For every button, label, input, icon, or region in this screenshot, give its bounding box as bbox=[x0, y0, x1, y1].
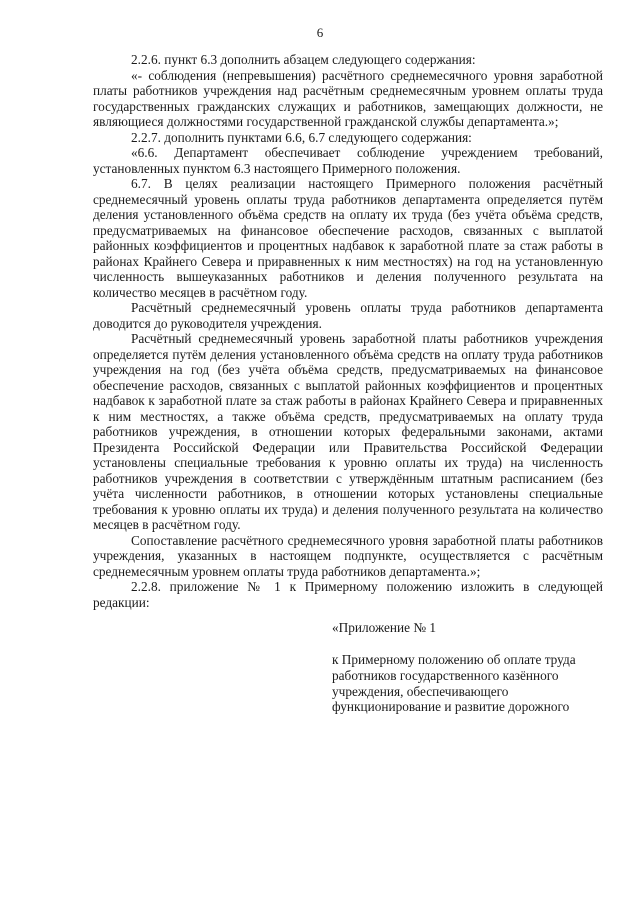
paragraph-6-6: «6.6. Департамент обеспечивает соблюдение учреждением требований, установленных пунктом 6.3 настоящего Примерного положения. bbox=[93, 145, 603, 176]
document-body bbox=[93, 52, 603, 610]
paragraph-institution-level: Расчётный среднемесячный уровень заработной платы работников учреждения определяется путём деления установленного объёма средств на оплату труда работников учреждения на год (без учёта объёма средств, предусматриваемых на финансовое обеспечение расходов, связанных с выплатой районных коэффициентов и процентных надбавок к заработной плате за стаж работы в районах Крайнего Севера и приравненных к ним местностях, а также объёма средств, предусматриваемых на оплату труда работников учреждения, в отношении которых федеральными законами, актами Президента Российской Федерации или Правительства Российской Федерации установлены специальные требования к уровню оплаты их труда) на численность работников учреждения в соответствии с утверждённым штатным расписанием (без учёта численности работников, в отношении которых установлены специальные требования к уровню оплаты их труда) и деления полученного результата на количество месяцев в расчётном году. bbox=[93, 331, 603, 532]
paragraph-department-level: Расчётный среднемесячный уровень оплаты труда работников департамента доводится до руководителя учреждения. bbox=[93, 300, 603, 331]
paragraph-2-2-6: 2.2.6. пункт 6.3 дополнить абзацем следующего содержания: bbox=[131, 52, 476, 67]
paragraph-quote-6-3: «- соблюдения (непревышения) расчётного среднемесячного уровня заработной платы работников учреждения над расчётным среднемесячным уровнем оплаты труда государственных гражданских служащих и работников, замещающих должности, не являющиеся должностями государственной гражданской службы департамента.»; bbox=[93, 67, 603, 129]
paragraph-2-2-7: 2.2.7. дополнить пунктами 6.6, 6.7 следующего содержания: bbox=[131, 129, 472, 145]
appendix-title: «Приложение № 1 bbox=[332, 620, 436, 635]
page-number: 6 bbox=[316, 25, 324, 40]
paragraph-6-7: 6.7. В целях реализации настоящего Примерного положения расчётный среднемесячный уровень оплаты труда работников департамента определяется путём деления установленного объёма средств на оплату их труда (без учёта объёма средств, предусматриваемых на финансовое обеспечение расходов, связанных с выплатой районных коэффициентов и процентных надбавок к заработной плате за стаж работы в районах Крайнего Севера и приравненных к ним местностях) на год на установленную численность вышеуказанных работников и деления полученного результата на количество месяцев в расчётном году. bbox=[93, 176, 603, 300]
appendix-caption: к Примерному положению об оплате труда работников государственного казённого учреждения, обеспечивающего функционирование и развитие дорожного bbox=[332, 652, 576, 715]
paragraph-comparison: Сопоставление расчётного среднемесячного уровня заработной платы работников учреждения, указанных в настоящем подпункте, осуществляется с расчётным среднемесячным уровнем оплаты труда работников департамента.»; bbox=[93, 532, 603, 579]
paragraph-2-2-8: 2.2.8. приложение № 1 к Примерному положению изложить в следующей редакции: bbox=[93, 579, 603, 610]
